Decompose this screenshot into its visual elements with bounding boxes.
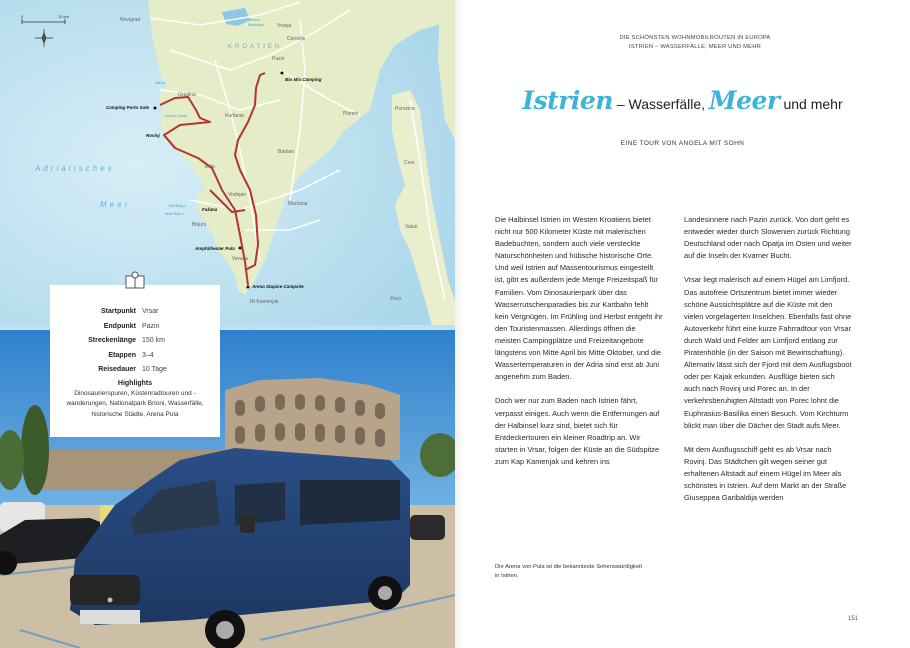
svg-text:Camping Porto Sole: Camping Porto Sole: [106, 105, 150, 110]
svg-text:Pazin: Pazin: [272, 56, 285, 62]
svg-text:Amphitheater Pula: Amphitheater Pula: [195, 246, 235, 251]
text-column-2: [684, 214, 852, 516]
info-row-stages: Etappen 3–4: [108, 351, 154, 359]
svg-text:Veruda: Veruda: [232, 256, 248, 262]
svg-text:Arena Stupice Campsite: Arena Stupice Campsite: [252, 284, 304, 289]
svg-text:KROATIEN: KROATIEN: [228, 44, 283, 50]
page-number: 151: [848, 616, 859, 622]
svg-text:Mirna: Mirna: [155, 80, 166, 85]
book-map-icon: [125, 271, 145, 289]
svg-text:Plomin: Plomin: [343, 111, 359, 117]
running-header: [455, 34, 910, 52]
svg-text:10 km: 10 km: [58, 14, 69, 19]
svg-text:Jezero: Jezero: [248, 17, 261, 22]
svg-text:Porozina: Porozina: [395, 106, 415, 112]
svg-text:Kurfanar: Kurfanar: [225, 113, 245, 119]
svg-text:Veli Brijun: Veli Brijun: [168, 203, 186, 208]
title-middle: – Wasserfälle,: [612, 96, 709, 112]
svg-text:Mali Brijun: Mali Brijun: [165, 211, 184, 216]
svg-text:Butoniga: Butoniga: [248, 22, 264, 27]
paragraph: Mit dem Ausflugsschiff geht es ab Vrsar nach Rovinj. Das Städtchen gilt wegen seiner gut erhaltenen Altstadt auf einem Hügel im Meer als schönstes in Istrien. Auf dem Markt an der Straße Giuseppea Garibaldija werden: [684, 444, 847, 503]
svg-text:Barban: Barban: [278, 149, 295, 155]
page-title: [455, 86, 910, 115]
paragraph: Vrsar liegt malerisch auf einem Hügel am Limfjord. Das autofreie Ortszentrum bietet immer wieder schöne Aussichtsplätze auf die Küste mit den vielen vorgelagerten Inselchen. Ebenfalls fast ohne Autoverkehr führt eine kurze Fahrradtour von Vrsar durch Wald und Felder am Limfjord entlang zur Piratenhöhle (in der Saison mit Bewirtschaftung). Alternativ lässt sich der Fjord mit dem Ausflugsboot oder per Kajak erkunden. Ausflüge bieten sich auch nach Rovinj und Porec an. In der verkehrsberuhigten Altstadt von Porec lohnt die Euphrasius-Basilika einen Besuch. Vom Kirchturm blickt man über die Dächer der Stadt aufs Meer.: [684, 275, 852, 430]
title-meer: Meer: [708, 86, 780, 115]
svg-text:Brijuni: Brijuni: [192, 222, 206, 228]
route-map: [0, 0, 455, 325]
svg-text:0: 0: [21, 14, 24, 19]
highlights-title: Highlights: [117, 379, 153, 387]
svg-text:Rt Kamenjak: Rt Kamenjak: [250, 299, 279, 305]
paragraph: Landesinnere nach Pazin zurück. Von dort geht es entweder wieder durch Slowenien zurück Richtung Deutschland oder nach Opatja im Osten und weiter auf die Inseln der Kvarner Bucht.: [684, 215, 852, 261]
title-end: und mehr: [779, 96, 843, 112]
tour-info-box: [50, 285, 220, 437]
svg-text:Novigrad: Novigrad: [120, 17, 141, 23]
svg-text:Gradina: Gradina: [178, 92, 196, 98]
svg-text:Bio Mia Camping: Bio Mia Camping: [285, 77, 322, 82]
svg-text:Vranja: Vranja: [277, 23, 292, 29]
title-istrien: Istrien: [522, 86, 613, 115]
right-page: [455, 0, 910, 648]
photo-caption: Die Arena von Pula ist die bekannteste Sehenswürdigkeit in Istrien.: [495, 564, 642, 579]
svg-text:Cerovlje: Cerovlje: [287, 36, 306, 42]
svg-text:Valun: Valun: [405, 224, 418, 230]
svg-text:Vodnjan: Vodnjan: [228, 192, 247, 198]
highlights-text: Dinosaurierspuren, Küstenradtouren und -wanderungen, Nationalpark Brioni, Wasserfälle, historische Städte, Arena Pula: [66, 389, 204, 418]
byline: EINE TOUR VON ANGELA MIT SOHN: [620, 140, 745, 147]
svg-text:Cres: Cres: [404, 160, 415, 166]
info-row-duration: Reisedauer 10 Tage: [98, 366, 167, 373]
svg-text:Bale: Bale: [205, 164, 216, 170]
paragraph: Die Halbinsel Istrien im Westen Kroatiens bietet nicht nur 500 Kilometer Küste mit malerischen Badebuchten, sondern auch viele versteckte Naturschönheiten und hübsche historische Orte. Und weil Istrien auf Massentourismus eingestellt ist, gibt es außerdem jede Menge Freizeitspaß für Familien. Vom Dinosaurierpark über das Wasserrutschenparadies bis zur Kartbahn fehlt kein Vergnügen. Im Frühling und Herbst entgeht ihr den Touristenmassen. Allerdings öffnen die meisten Campingplätze und Freizeitangebote längstens von Mitte April bis Mitte Oktober, und die Wassertemperaturen in der Adria sind erst ab Juni angenehm zum Baden.: [495, 215, 663, 382]
info-row-distance: Streckenlänge 150 km: [88, 337, 165, 344]
svg-text:Fažana: Fažana: [202, 207, 218, 212]
svg-text:Meer: Meer: [100, 200, 131, 209]
svg-text:Zeco: Zeco: [390, 296, 402, 302]
kicker-line-2: ISTRIEN – WASSERFÄLLE, MEER UND MEHR: [629, 44, 761, 50]
svg-text:Rovinj: Rovinj: [146, 133, 160, 138]
info-row-start: Startpunkt Vrsar: [101, 308, 159, 315]
svg-text:Marčana: Marčana: [288, 201, 308, 207]
book-gutter: [455, 0, 465, 648]
text-column-1: [495, 214, 663, 480]
paragraph: Doch wer nur zum Baden nach Istrien fährt, verpasst einiges. Auch wenn die Entfernungen auf der Halbinsel kurz sind, bietet sich für Entdeckertouren ein kleiner Roadtrip an. Wir starten in Vrsar, folgen der Küste an die Südspitze zum Kap Kamenjak und kehren ins: [495, 396, 660, 466]
kicker-line-1: DIE SCHÖNSTEN WOHNMOBILROUTEN IN EUROPA: [619, 35, 771, 41]
info-row-end: Endpunkt Pazin: [103, 322, 160, 330]
svg-text:Limski kanal: Limski kanal: [165, 113, 188, 118]
svg-text:Adriatisches: Adriatisches: [35, 164, 115, 173]
